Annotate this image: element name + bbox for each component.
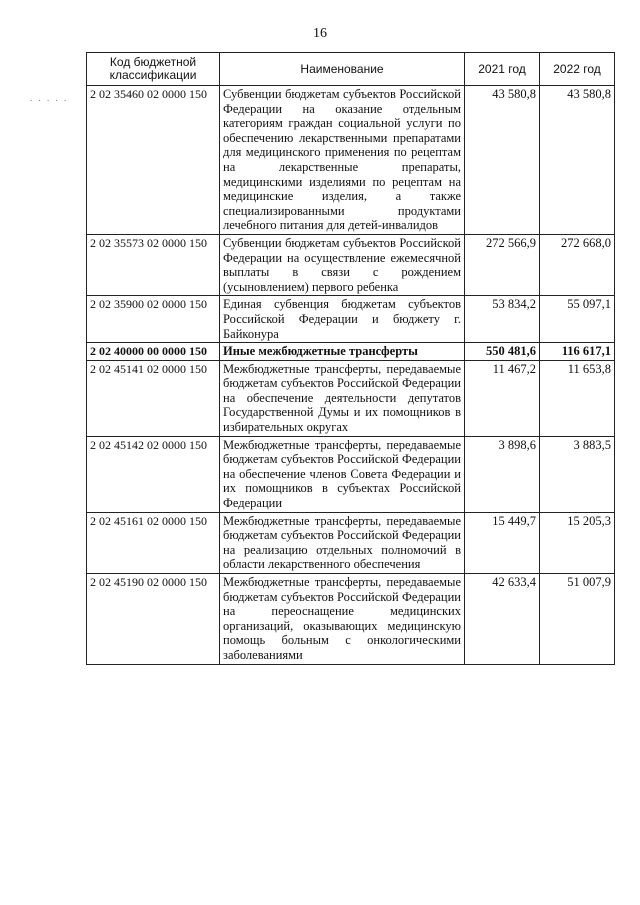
value-2022-cell: 15 205,3 bbox=[540, 512, 615, 573]
value-2021-cell: 272 566,9 bbox=[465, 234, 540, 295]
table-row bbox=[87, 296, 615, 343]
budget-code-cell: 2 02 35573 02 0000 150 bbox=[87, 234, 220, 295]
table-body bbox=[87, 86, 615, 665]
value-2021-cell: 550 481,6 bbox=[465, 343, 540, 361]
value-2021-cell: 15 449,7 bbox=[465, 512, 540, 573]
value-2022-cell: 55 097,1 bbox=[540, 296, 615, 343]
value-2021-cell: 53 834,2 bbox=[465, 296, 540, 343]
header-2022: 2022 год bbox=[540, 53, 615, 86]
value-2022-cell: 11 653,8 bbox=[540, 360, 615, 436]
budget-code-cell: 2 02 45190 02 0000 150 bbox=[87, 574, 220, 665]
margin-mark: . . . . . bbox=[30, 93, 69, 103]
name-cell: Единая субвенция бюджетам субъектов Российской Федерации и бюджету г. Байконура bbox=[220, 296, 465, 343]
page-number: 16 bbox=[313, 26, 327, 41]
name-cell: Межбюджетные трансферты, передаваемые бюджетам субъектов Российской Федерации на обеспечение членов Совета Федерации и их помощников в субъектах Российской Федерации bbox=[220, 436, 465, 512]
budget-table bbox=[86, 52, 615, 665]
name-cell: Субвенции бюджетам субъектов Российской Федерации на осуществление ежемесячной выплаты в связи с рождением (усыновлением) первого ребенка bbox=[220, 234, 465, 295]
value-2022-cell: 116 617,1 bbox=[540, 343, 615, 361]
budget-code-cell: 2 02 45141 02 0000 150 bbox=[87, 360, 220, 436]
name-cell: Иные межбюджетные трансферты bbox=[220, 343, 465, 361]
header-2021: 2021 год bbox=[465, 53, 540, 86]
table-row bbox=[87, 360, 615, 436]
value-2022-cell: 272 668,0 bbox=[540, 234, 615, 295]
budget-code-cell: 2 02 35460 02 0000 150 bbox=[87, 86, 220, 235]
table-row bbox=[87, 86, 615, 235]
header-name: Наименование bbox=[220, 53, 465, 86]
value-2021-cell: 3 898,6 bbox=[465, 436, 540, 512]
budget-code-cell: 2 02 40000 00 0000 150 bbox=[87, 343, 220, 361]
budget-code-cell: 2 02 35900 02 0000 150 bbox=[87, 296, 220, 343]
name-cell: Межбюджетные трансферты, передаваемые бюджетам субъектов Российской Федерации на переоснащение медицинских организаций, оказывающих медицинскую помощь больным с онкологическими заболеваниями bbox=[220, 574, 465, 665]
value-2022-cell: 3 883,5 bbox=[540, 436, 615, 512]
name-cell: Межбюджетные трансферты, передаваемые бюджетам субъектов Российской Федерации на обеспечение деятельности депутатов Государственной Думы и их помощников в избирательных округах bbox=[220, 360, 465, 436]
table-header-row bbox=[87, 53, 615, 86]
table-row bbox=[87, 436, 615, 512]
value-2022-cell: 43 580,8 bbox=[540, 86, 615, 235]
value-2022-cell: 51 007,9 bbox=[540, 574, 615, 665]
value-2021-cell: 11 467,2 bbox=[465, 360, 540, 436]
name-cell: Межбюджетные трансферты, передаваемые бюджетам субъектов Российской Федерации на реализацию отдельных полномочий в области лекарственного обеспечения bbox=[220, 512, 465, 573]
value-2021-cell: 42 633,4 bbox=[465, 574, 540, 665]
table-row bbox=[87, 343, 615, 361]
budget-code-cell: 2 02 45161 02 0000 150 bbox=[87, 512, 220, 573]
name-cell: Субвенции бюджетам субъектов Российской Федерации на оказание отдельным категориям граждан социальной услуги по обеспечению лекарственными препаратами для медицинского применения по рецептам на лекарственные препараты, медицинскими изделиями по рецептам на медицинские изделия, а также специализированными продуктами лечебного питания для детей-инвалидов bbox=[220, 86, 465, 235]
table-row bbox=[87, 512, 615, 573]
budget-code-cell: 2 02 45142 02 0000 150 bbox=[87, 436, 220, 512]
table-row bbox=[87, 234, 615, 295]
table-row bbox=[87, 574, 615, 665]
header-code: Код бюджетной классификации bbox=[87, 53, 220, 86]
value-2021-cell: 43 580,8 bbox=[465, 86, 540, 235]
